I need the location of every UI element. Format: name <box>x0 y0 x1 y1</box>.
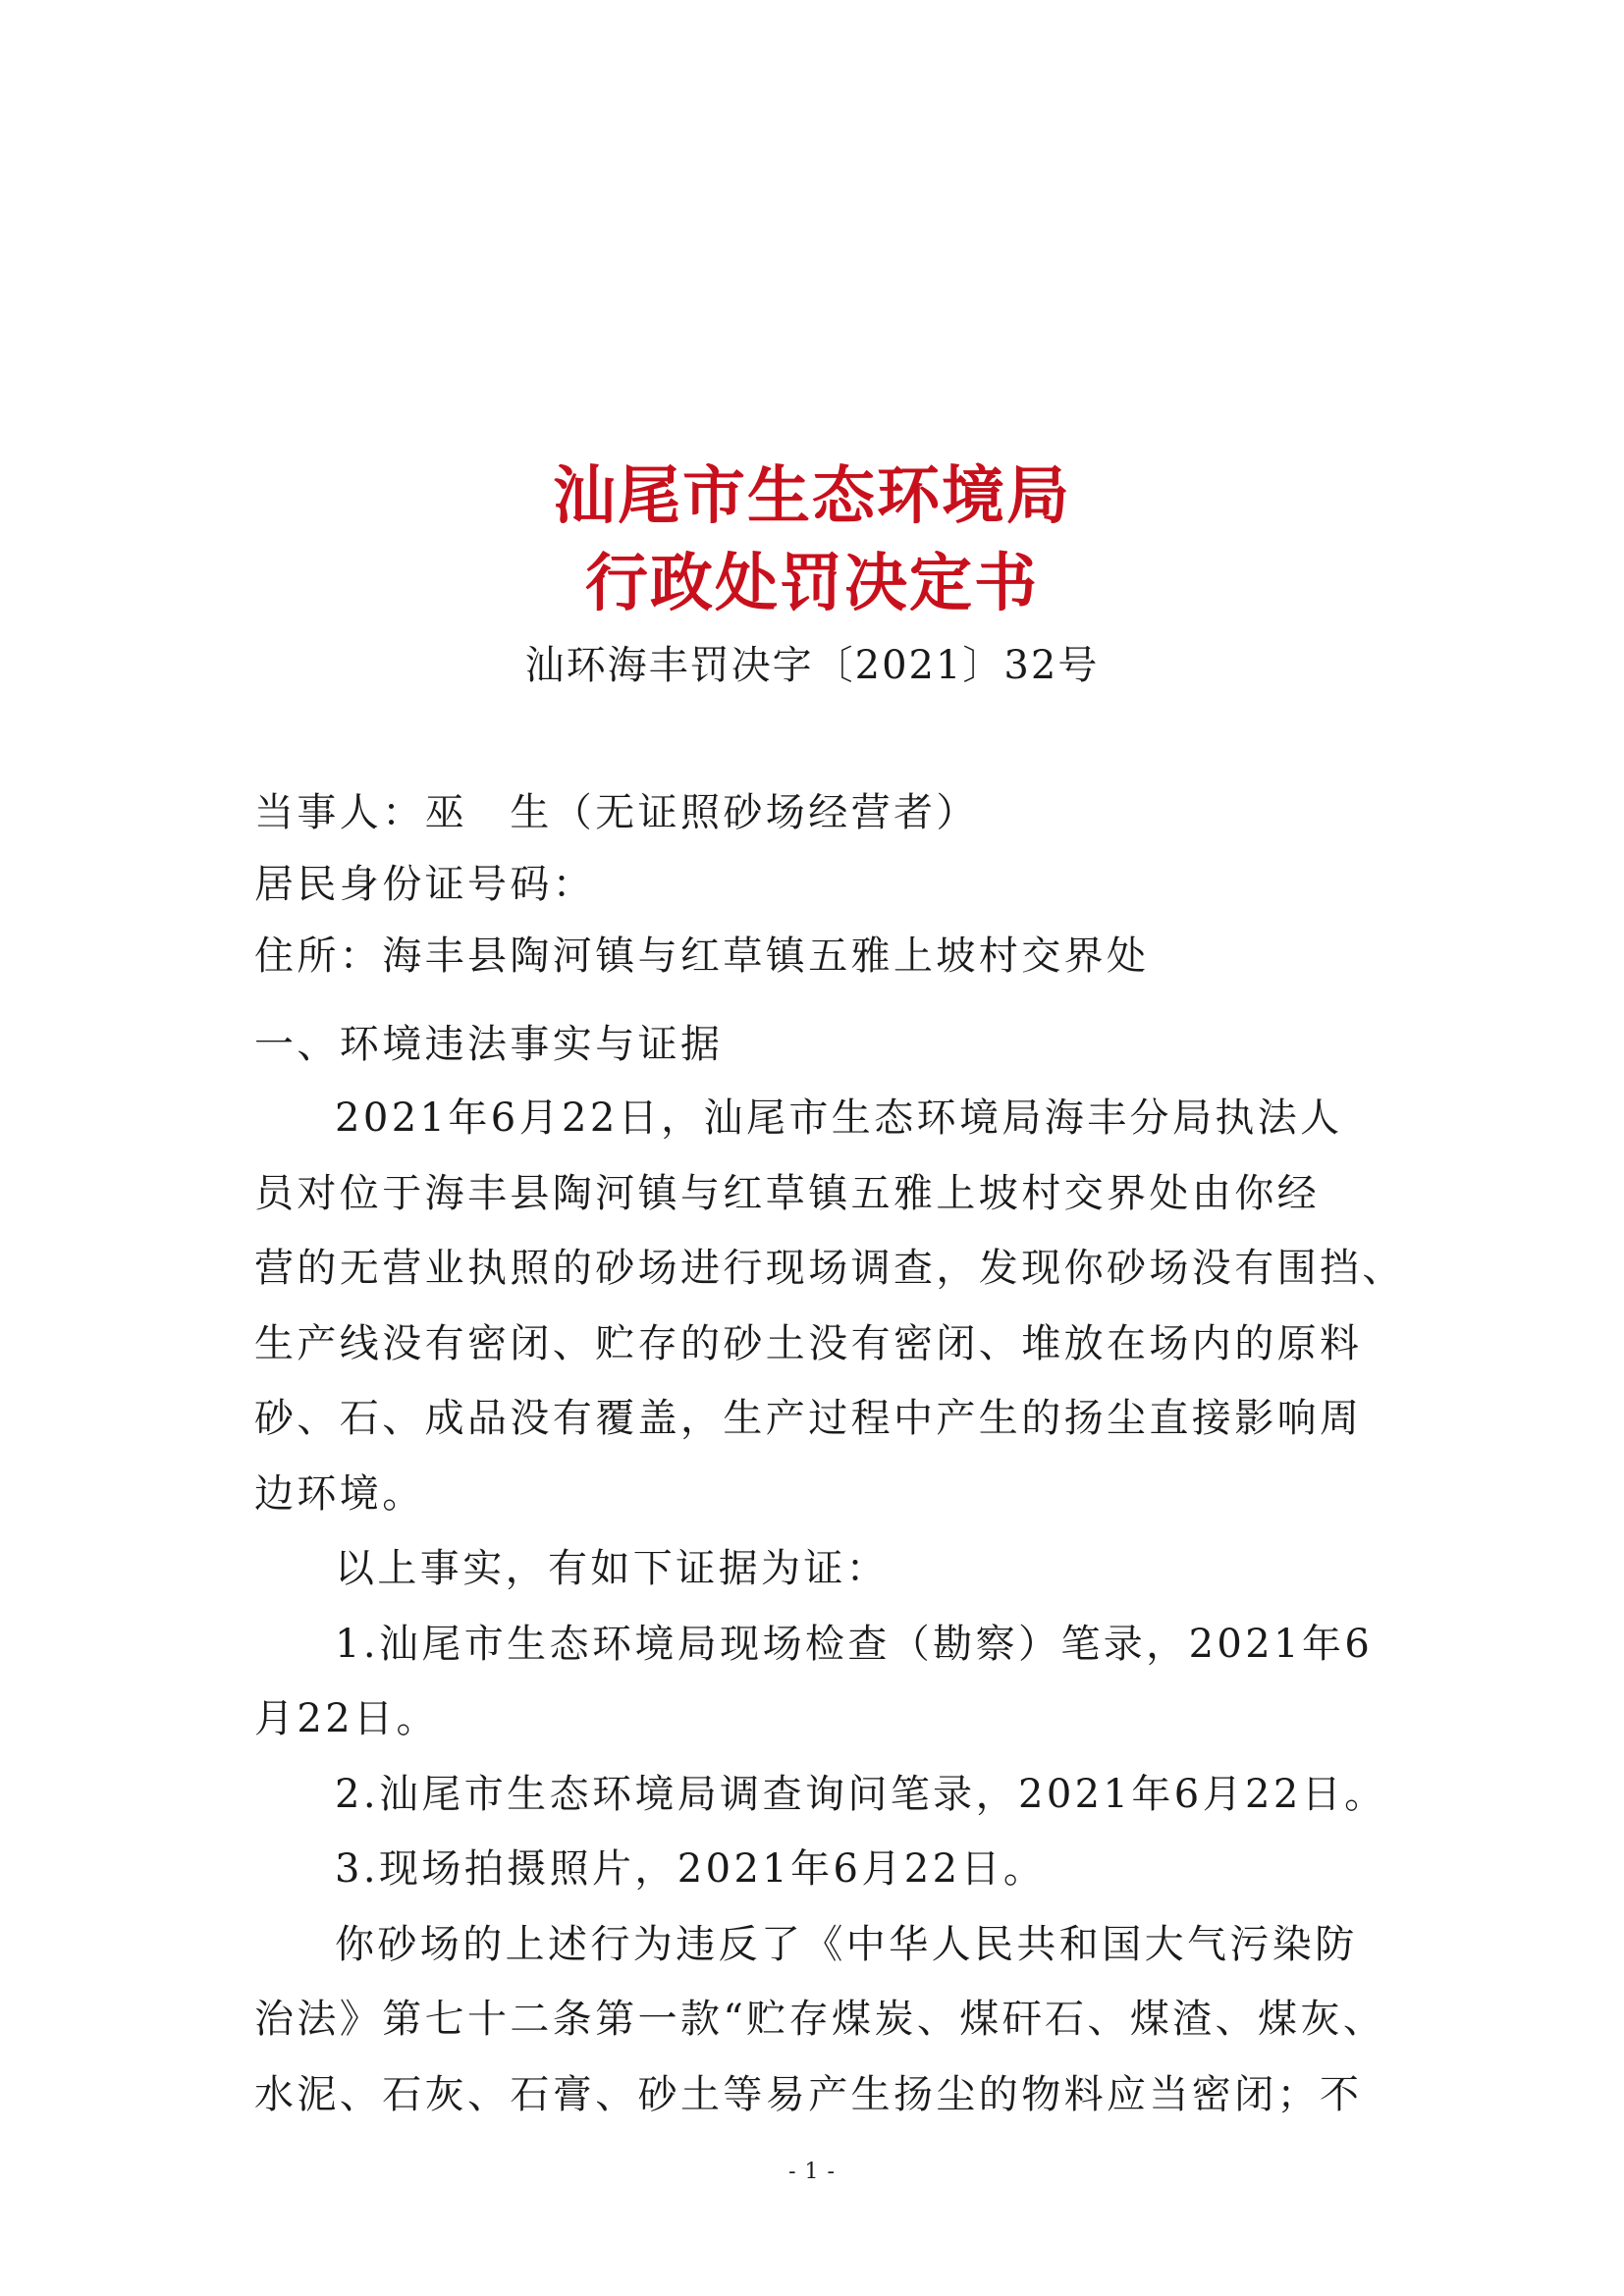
section-heading: 一、环境违法事实与证据 <box>254 1022 724 1067</box>
evidence-item: 1.汕尾市生态环境局现场检查（勘察）笔录，2021年6 <box>335 1622 1374 1667</box>
paragraph-line: 生产线没有密闭、贮存的砂土没有密闭、堆放在场内的原料 <box>254 1321 1363 1366</box>
evidence-intro: 以上事实，有如下证据为证： <box>335 1546 890 1591</box>
evidence-item: 月22日。 <box>254 1696 439 1741</box>
party-id-number: 居民身份证号码： <box>254 862 596 907</box>
evidence-item: 3.现场拍摄照片，2021年6月22日。 <box>335 1846 1047 1892</box>
document-number: 汕环海丰罚决字〔2021〕32号 <box>524 643 1100 688</box>
paragraph-line: 砂、石、成品没有覆盖，生产过程中产生的扬尘直接影响周 <box>254 1396 1363 1441</box>
party-name: 当事人：巫 生（无证照砂场经营者） <box>254 790 979 835</box>
party-address: 住所：海丰县陶河镇与红草镇五雅上坡村交界处 <box>254 934 1150 979</box>
paragraph-line: 水泥、石灰、石膏、砂土等易产生扬尘的物料应当密闭；不 <box>254 2072 1363 2117</box>
paragraph-line: 2021年6月22日，汕尾市生态环境局海丰分局执法人 <box>335 1095 1343 1141</box>
paragraph-line: 治法》第七十二条第一款“贮存煤炭、煤矸石、煤渣、煤灰、 <box>254 1997 1386 2042</box>
page-number: - 1 - <box>788 2160 836 2184</box>
paragraph-line: 边环境。 <box>254 1471 425 1517</box>
paragraph-line: 营的无营业执照的砂场进行现场调查，发现你砂场没有围挡、 <box>254 1246 1405 1291</box>
document-title-agency: 汕尾市生态环境局 <box>553 459 1071 533</box>
paragraph-line: 你砂场的上述行为违反了《中华人民共和国大气污染防 <box>335 1922 1358 1967</box>
evidence-item: 2.汕尾市生态环境局调查询问笔录，2021年6月22日。 <box>335 1772 1387 1817</box>
paragraph-line: 员对位于海丰县陶河镇与红草镇五雅上坡村交界处由你经 <box>254 1171 1320 1216</box>
document-title-type: 行政处罚决定书 <box>585 547 1039 620</box>
